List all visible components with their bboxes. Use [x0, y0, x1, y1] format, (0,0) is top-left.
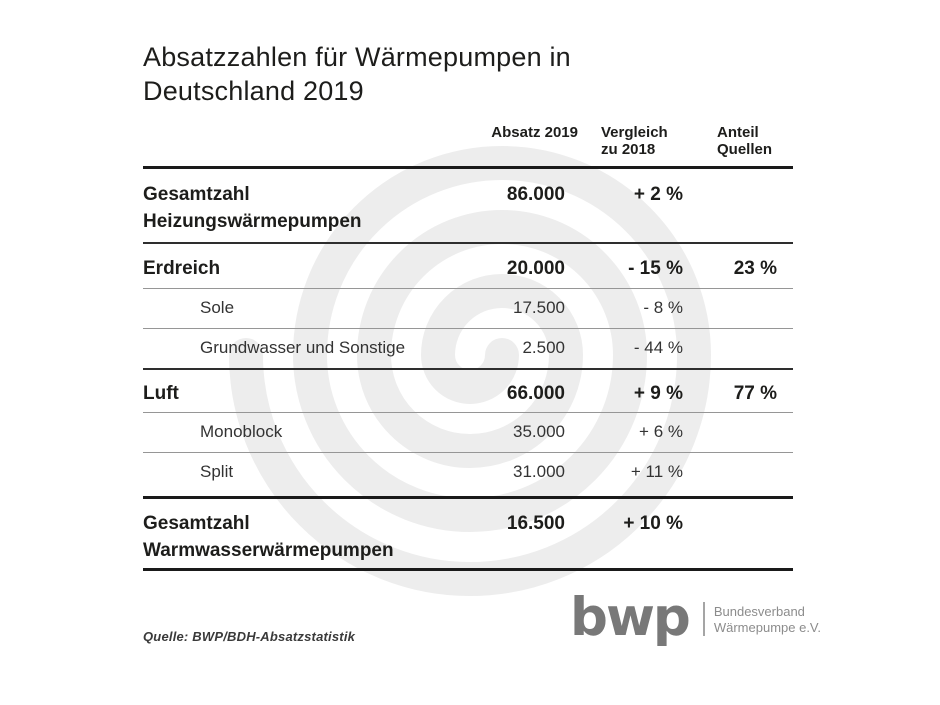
bwp-logo-wordmark: bwp — [570, 587, 689, 648]
table-row-sole — [143, 289, 793, 328]
cell-vergleich: + 11 % — [630, 462, 683, 481]
table-header-row — [143, 125, 793, 166]
row-label: Grundwasser und Sonstige — [200, 338, 406, 357]
logo-org-name: Bundesverband Wärmepumpe e.V. — [713, 604, 822, 635]
cell-anteil: 77 % — [733, 383, 777, 404]
cell-absatz: 16.500 — [506, 513, 565, 534]
table-row-grundwasser — [143, 329, 793, 368]
column-header-vergleich: Vergleich zu 2018 — [601, 124, 668, 158]
cell-vergleich: + 10 % — [623, 513, 683, 534]
cell-vergleich: + 6 % — [639, 422, 683, 441]
row-label: Split — [200, 462, 234, 481]
bwp-logo — [570, 587, 822, 648]
row-label: Monoblock — [200, 422, 283, 441]
cell-anteil: 23 % — [733, 258, 777, 279]
cell-vergleich: + 9 % — [633, 383, 683, 404]
cell-absatz: 66.000 — [506, 383, 565, 404]
row-label: Gesamtzahl Warmwasserwärmepumpen — [143, 513, 394, 561]
cell-vergleich: - 15 % — [628, 258, 683, 279]
table-row-heizungswaermepumpen — [143, 169, 793, 242]
cell-vergleich: + 2 % — [633, 184, 683, 205]
page-title-line1: Absatzzahlen für Wärmepumpen in — [143, 42, 571, 72]
cell-absatz: 17.500 — [513, 298, 565, 317]
source-note: Quelle: BWP/BDH-Absatzstatistik — [143, 629, 356, 644]
row-label: Erdreich — [143, 258, 221, 279]
cell-absatz: 31.000 — [513, 462, 565, 481]
cell-absatz: 35.000 — [513, 422, 565, 441]
table-row-monoblock — [143, 413, 793, 452]
divider-bottom — [143, 568, 793, 571]
cell-vergleich: - 8 % — [643, 298, 683, 317]
column-header-absatz: Absatz 2019 — [491, 124, 578, 141]
table-content — [143, 40, 793, 571]
cell-absatz: 2.500 — [522, 338, 565, 357]
cell-vergleich: - 44 % — [633, 338, 683, 357]
cell-absatz: 20.000 — [506, 258, 565, 279]
table-row-luft — [143, 370, 793, 412]
table-row-warmwasserwaermepumpen — [143, 499, 793, 568]
row-label: Sole — [200, 298, 235, 317]
logo-divider — [703, 602, 705, 636]
column-header-anteil: Anteil Quellen — [717, 124, 773, 158]
page-title — [143, 40, 793, 108]
cell-absatz: 86.000 — [506, 184, 565, 205]
table-row-split — [143, 453, 793, 496]
row-label: Luft — [143, 383, 179, 404]
table-row-erdreich — [143, 244, 793, 288]
row-label: Gesamtzahl Heizungswärmepumpen — [143, 184, 362, 232]
page-title-line2: Deutschland 2019 — [143, 76, 364, 106]
